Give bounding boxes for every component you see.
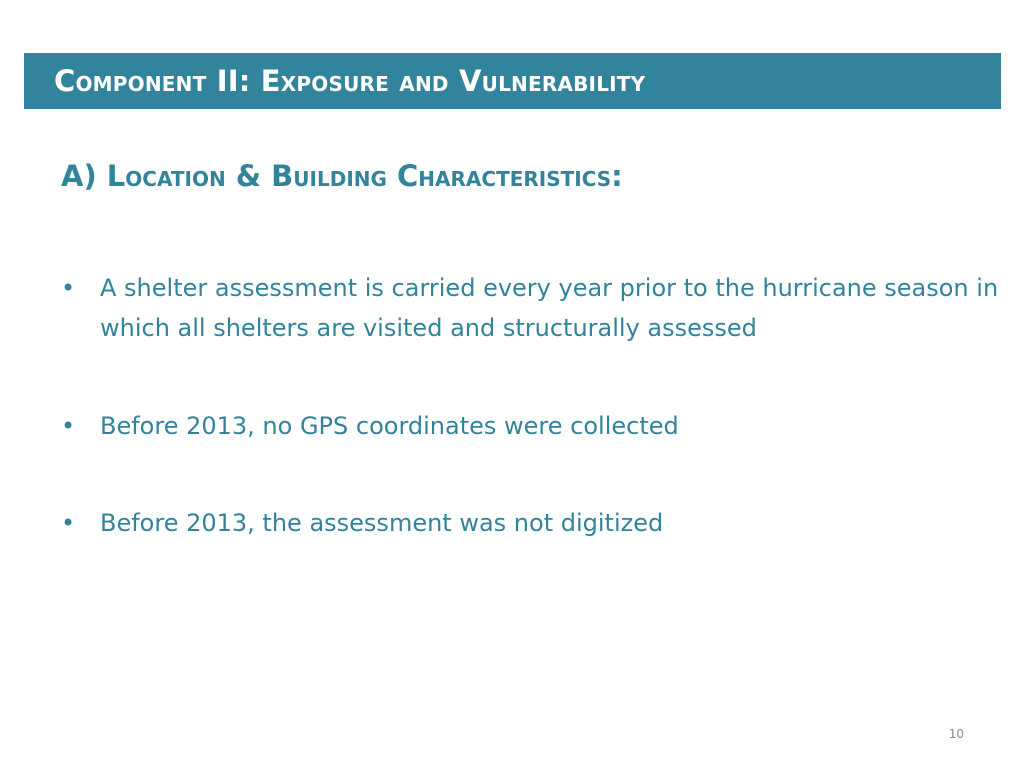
- title-banner: [24, 53, 1001, 109]
- slide-title: Component II: Exposure and Vulnerability: [54, 64, 646, 98]
- bullet-item: [61, 503, 1001, 543]
- bullet-dot-icon: •: [61, 412, 76, 440]
- bullet-text: A shelter assessment is carried every year prior to the hurricane season in which all shelters are visited and structurally assessed: [100, 274, 999, 342]
- section-subheading: A) Location & Building Characteristics:: [61, 159, 623, 193]
- bullet-text: Before 2013, no GPS coordinates were collected: [100, 412, 679, 440]
- bullet-text: Before 2013, the assessment was not digitized: [100, 509, 664, 537]
- bullet-list: [61, 268, 1001, 543]
- bullet-item: [61, 406, 1001, 446]
- bullet-item: [61, 268, 1001, 348]
- bullet-dot-icon: •: [61, 274, 76, 302]
- bullet-dot-icon: •: [61, 509, 76, 537]
- page-number: 10: [948, 727, 964, 741]
